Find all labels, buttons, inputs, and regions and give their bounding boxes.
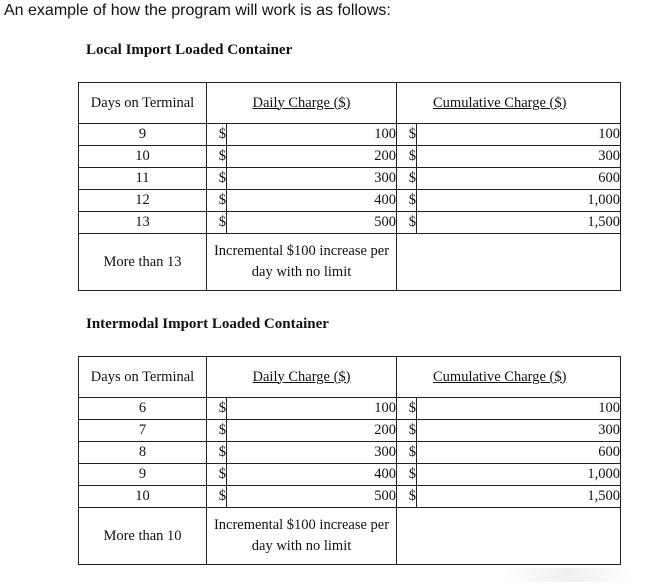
dollar-sign: $ xyxy=(397,146,417,168)
cumulative-charge: 300 xyxy=(417,146,621,168)
days-cell: 9 xyxy=(79,464,207,486)
dollar-sign: $ xyxy=(207,464,227,486)
header-days: Days on Terminal xyxy=(79,83,207,124)
header-daily: Daily Charge ($) xyxy=(207,357,397,398)
dollar-sign: $ xyxy=(207,398,227,420)
dollar-sign: $ xyxy=(397,464,417,486)
cumulative-charge: 100 xyxy=(417,124,621,146)
days-cell: 6 xyxy=(79,398,207,420)
cumulative-charge: 300 xyxy=(417,420,621,442)
cumulative-charge: 100 xyxy=(417,398,621,420)
table-row xyxy=(79,442,621,464)
daily-charge: 200 xyxy=(227,146,397,168)
intermodal-charge-table xyxy=(78,356,621,565)
days-cell: 8 xyxy=(79,442,207,464)
dollar-sign: $ xyxy=(397,212,417,234)
header-days: Days on Terminal xyxy=(79,357,207,398)
dollar-sign: $ xyxy=(207,212,227,234)
table-row xyxy=(79,508,621,565)
table-row xyxy=(79,486,621,508)
days-cell: More than 13 xyxy=(79,234,207,291)
daily-charge: 300 xyxy=(227,442,397,464)
cumulative-charge: 1,500 xyxy=(417,486,621,508)
watermark xyxy=(504,568,634,582)
daily-charge: 500 xyxy=(227,212,397,234)
header-cumulative: Cumulative Charge ($) xyxy=(397,83,621,124)
daily-charge: 400 xyxy=(227,190,397,212)
empty-cell xyxy=(397,508,621,565)
days-cell: 11 xyxy=(79,168,207,190)
daily-charge: 300 xyxy=(227,168,397,190)
cumulative-charge: 1,000 xyxy=(417,190,621,212)
dollar-sign: $ xyxy=(207,146,227,168)
days-cell: More than 10 xyxy=(79,508,207,565)
incremental-note: Incremental $100 increase per day with no limit xyxy=(207,508,397,565)
days-cell: 10 xyxy=(79,146,207,168)
header-daily: Daily Charge ($) xyxy=(207,83,397,124)
cumulative-charge: 1,000 xyxy=(417,464,621,486)
dollar-sign: $ xyxy=(207,124,227,146)
dollar-sign: $ xyxy=(207,420,227,442)
dollar-sign: $ xyxy=(397,442,417,464)
days-cell: 7 xyxy=(79,420,207,442)
days-cell: 12 xyxy=(79,190,207,212)
table-row xyxy=(79,464,621,486)
dollar-sign: $ xyxy=(397,420,417,442)
table-row xyxy=(79,168,621,190)
dollar-sign: $ xyxy=(207,486,227,508)
daily-charge: 400 xyxy=(227,464,397,486)
daily-charge: 200 xyxy=(227,420,397,442)
incremental-note: Incremental $100 increase per day with no limit xyxy=(207,234,397,291)
intermodal-table-title: Intermodal Import Loaded Container xyxy=(86,316,329,332)
table-row xyxy=(79,124,621,146)
table-row xyxy=(79,398,621,420)
table-row xyxy=(79,146,621,168)
dollar-sign: $ xyxy=(207,168,227,190)
empty-cell xyxy=(397,234,621,291)
table-row xyxy=(79,234,621,291)
daily-charge: 100 xyxy=(227,124,397,146)
local-table-title: Local Import Loaded Container xyxy=(86,42,293,58)
intro-text: An example of how the program will work is as follows: xyxy=(4,2,391,19)
table-row xyxy=(79,420,621,442)
dollar-sign: $ xyxy=(207,442,227,464)
cumulative-charge: 600 xyxy=(417,168,621,190)
days-cell: 10 xyxy=(79,486,207,508)
table-row xyxy=(79,190,621,212)
daily-charge: 500 xyxy=(227,486,397,508)
local-charge-table xyxy=(78,82,621,291)
cumulative-charge: 600 xyxy=(417,442,621,464)
cumulative-charge: 1,500 xyxy=(417,212,621,234)
dollar-sign: $ xyxy=(397,168,417,190)
days-cell: 13 xyxy=(79,212,207,234)
days-cell: 9 xyxy=(79,124,207,146)
daily-charge: 100 xyxy=(227,398,397,420)
dollar-sign: $ xyxy=(207,190,227,212)
dollar-sign: $ xyxy=(397,124,417,146)
dollar-sign: $ xyxy=(397,190,417,212)
table-row xyxy=(79,212,621,234)
header-cumulative: Cumulative Charge ($) xyxy=(397,357,621,398)
dollar-sign: $ xyxy=(397,398,417,420)
table-header-row xyxy=(79,357,621,398)
table-header-row xyxy=(79,83,621,124)
dollar-sign: $ xyxy=(397,486,417,508)
